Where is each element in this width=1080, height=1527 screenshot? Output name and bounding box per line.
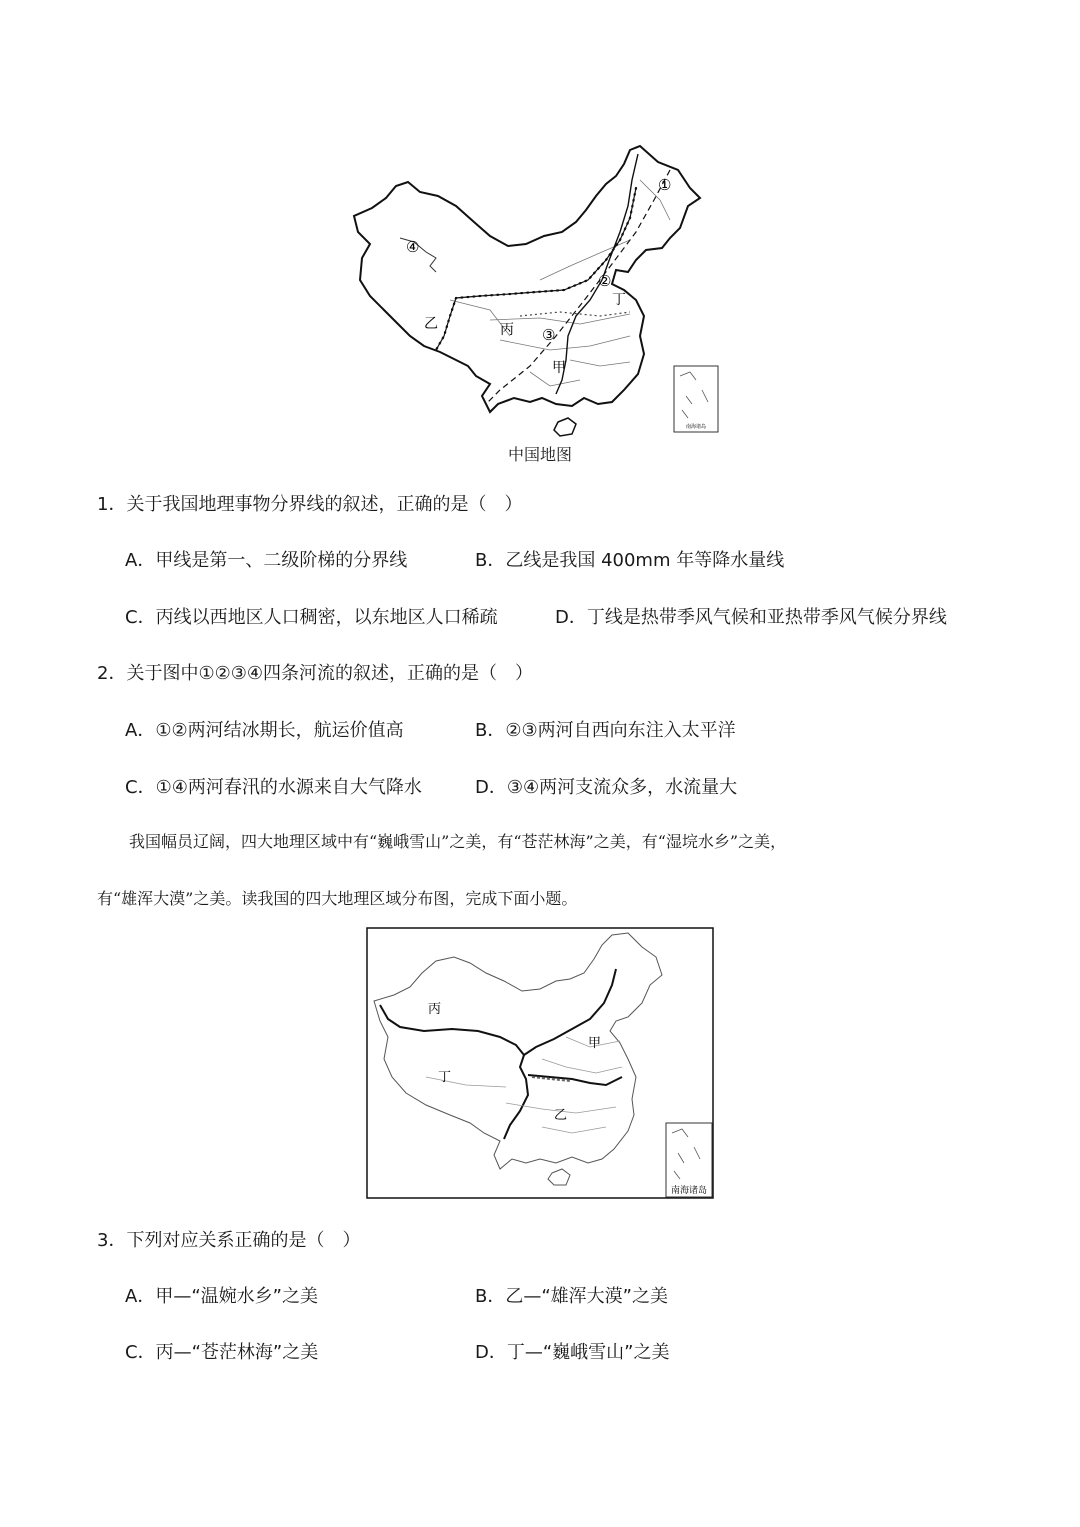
china-map-boundaries [340,140,730,440]
region-label-yi: 乙 [554,1108,568,1123]
question-2-option-c[interactable]: C．①④两河春汛的水源来自大气降水 [125,777,422,798]
china-outline [354,146,700,412]
south-sea-inset-2 [666,1123,712,1197]
boundary-line-jia [556,154,638,394]
svg-text:南海诸岛: 南海诸岛 [685,424,707,430]
passage-line-2: 有“雄浑大漠”之美。读我国的四大地理区域分布图，完成下面小题。 [97,889,578,908]
question-1-stem: 1．关于我国地理事物分界线的叙述，正确的是（ ） [97,494,523,515]
question-2-option-d[interactable]: D．③④两河支流众多，水流量大 [475,777,738,798]
question-3-stem: 3．下列对应关系正确的是（ ） [97,1230,361,1251]
question-1-option-c[interactable]: C．丙线以西地区人口稠密，以东地区人口稀疏 [125,607,498,628]
question-3-option-b[interactable]: B．乙—“雄浑大漠”之美 [475,1286,668,1307]
label-ding: 丁 [612,292,626,308]
svg-text:南海诸岛: 南海诸岛 [670,1186,708,1196]
map1-caption: 中国地图 [507,445,572,464]
question-3-option-a[interactable]: A．甲—“温婉水乡”之美 [125,1286,318,1307]
question-1-option-d[interactable]: D．丁线是热带季风气候和亚热带季风气候分界线 [555,607,947,628]
label-river-4: ④ [406,238,420,256]
boundary-line-bing [488,170,670,402]
region-label-ding: 丁 [438,1070,452,1085]
province-lines [450,180,670,386]
label-river-2: ② [598,272,612,290]
question-3-option-d[interactable]: D．丁—“巍峨雪山”之美 [475,1342,670,1363]
question-2-stem: 2．关于图中①②③④四条河流的叙述，正确的是（ ） [97,663,533,684]
south-sea-inset [674,366,718,432]
label-yi: 乙 [424,316,438,332]
question-1-option-a[interactable]: A．甲线是第一、二级阶梯的分界线 [125,550,408,571]
hainan-island [554,418,576,436]
label-bing: 丙 [500,322,514,338]
question-1-option-b[interactable]: B．乙线是我国 400mm 年等降水量线 [475,550,785,571]
region-label-bing: 丙 [428,1002,442,1017]
passage-line-1: 我国幅员辽阔，四大地理区域中有“巍峨雪山”之美，有“苍茫林海”之美，有“湿垸水乡”之美， [97,832,787,851]
china-regions-map [366,927,714,1199]
label-jia: 甲 [552,360,566,376]
question-3-option-c[interactable]: C．丙—“苍茫林海”之美 [125,1342,319,1363]
label-river-1: ① [658,176,672,194]
region-label-jia: 甲 [588,1036,602,1051]
question-2-option-a[interactable]: A．①②两河结冰期长，航运价值高 [125,720,404,741]
question-2-option-b[interactable]: B．②③两河自西向东注入太平洋 [475,720,736,741]
label-river-3: ③ [542,326,556,344]
